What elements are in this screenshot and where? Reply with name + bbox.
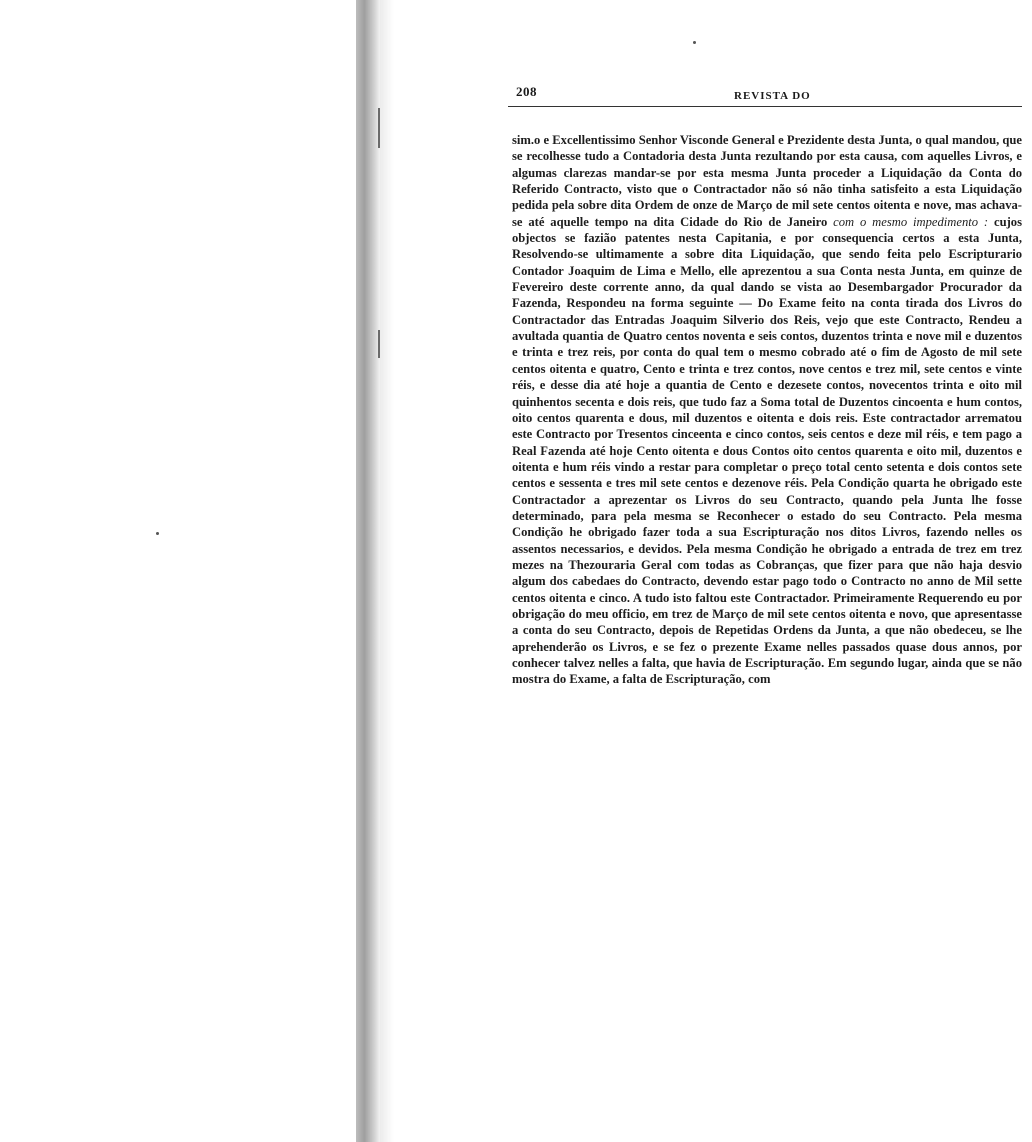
body-paragraph xyxy=(512,132,1022,688)
book-page xyxy=(508,80,1022,687)
italic-phrase: com o mesmo impedimento : xyxy=(833,214,989,229)
scan-mark xyxy=(378,330,380,358)
scan-speck xyxy=(156,532,159,535)
running-head xyxy=(508,80,1022,104)
book-spine-shadow xyxy=(356,0,380,1142)
scan-mark xyxy=(378,108,380,148)
running-title: REVISTA DO xyxy=(734,90,811,102)
scan-speck xyxy=(693,41,696,44)
body-text-before-italic: sim.o e Excellentissimo Senhor Visconde General e Prezidente desta Junta, o qual mandou, que se recolhesse tudo a Contadoria desta Junta rezultando por esta causa, com aquelles Livros, e algumas clarezas mandar-se por esta mesma Junta proceder a Liquidação da Conta do Referido Contracto, visto que o Contractador não só não tinha satisfeito a esta Liquidação pedida pela sobre dita Ordem de onze de Março de mil sete centos oitenta e nove, mas achava-se até aquelle tempo na dita Cidade do Rio de Janeiro xyxy=(512,133,1022,229)
page-fold-shadow xyxy=(380,0,394,1142)
page-number: 208 xyxy=(516,84,537,99)
header-rule xyxy=(508,106,1022,107)
body-text-after-italic: cujos objectos se fazião patentes nesta Capitania, e por consequencia certos a esta Junta, Resolvendo-se ultimamente a sobre dita Liquidação, que sendo feita pelo Escripturario Contador Joaquim de Lima e Mello, elle aprezentou a sua Conta nesta Junta, em quinze de Fevereiro deste corrente anno, da qual dando se vista ao Desembargador Procurador da Fazenda, Respondeu na forma seguinte — Do Exame feito na conta tirada dos Livros do Contractador das Entradas Joaquim Silverio dos Reis, vejo que este Contracto, Rendeu a avultada quantia de Quatro centos noventa e seis contos, duzentos trinta e nove mil e duzentos e trinta e trez reis, por conta do qual tem o mesmo cobrado até o fim de Agosto de mil sete centos oitenta e quatro, Cento e trinta e trez contos, nove centos e trez mil, sete centos e vinte réis, e desse dia até hoje a quantia de Cento e dezesete contos, novecentos trinta e oito mil quinhentos secenta e dois reis, que tudo faz a Soma total de Duzentos cincoenta e hum contos, oito centos quarenta e dous, mil duzentos e oitenta e dois reis. Este contractador arrematou este Contracto por Tresentos cinceenta e cinco contos, seis centos e deze mil réis, e tem pago a Real Fazenda até hoje Cento oitenta e dous Contos oito centos quarenta e oito mil, duzentos e oitenta e hum réis vindo a restar para completar o preço total cento setenta e dois contos sete centos e sessenta e tres mil sete centos e dezenove réis. Pela Condição quarta he obrigado este Contractador a aprezentar os Livros do seu Contracto, quando pela Junta lhe fosse determinado, para pela mesma se Reconhecer o estado do seu Contracto. Pela mesma Condição he obrigado fazer toda a sua Escripturação nos ditos Livros, fazendo nelles os assentos necessarios, e devidos. Pela mesma Condição he obrigado a entrada de trez em trez mezes na Thezouraria Geral com todas as Cobranças, que fizer para que não haja desvio algum dos cabedaes do Contracto, devendo estar pago todo o Contracto no anno de Mil sette centos oitenta e cinco. A tudo isto faltou este Contractador. Primeiramente Requerendo eu por obrigação do meu officio, em trez de Março de mil sete centos oitenta e novo, que apresentasse a conta do seu Contracto, depois de Repetidas Ordens da Junta, a que não obedeceu, se lhe aprehenderão os Livros, e se fez o prezente Exame nelles passados quase dous annos, por conhecer talvez nelles a falta, que havia de Escripturação. Em segundo lugar, ainda que se não mostra do Exame, a falta de Escripturação, com xyxy=(512,214,1022,687)
